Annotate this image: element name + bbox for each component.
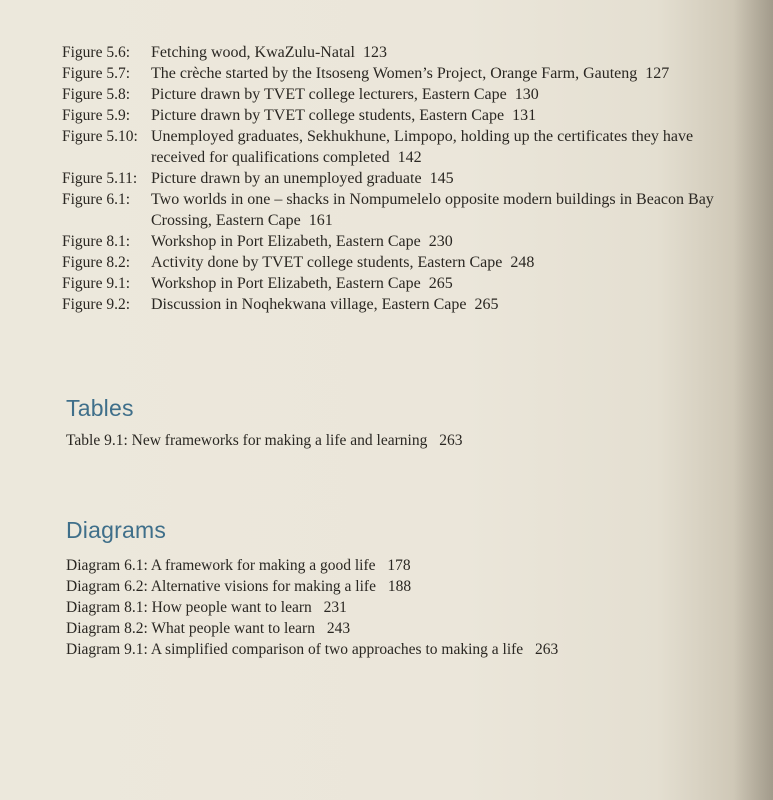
figure-label: Figure 9.2: — [62, 296, 131, 313]
figure-page: 130 — [514, 86, 539, 103]
diagrams-list — [66, 555, 726, 660]
diagram-page: 188 — [387, 578, 412, 595]
figure-label: Figure 5.8: — [62, 86, 131, 103]
diagram-page: 263 — [535, 641, 559, 658]
figure-entry — [62, 168, 742, 189]
figure-page: 248 — [510, 254, 535, 271]
figure-page: 265 — [474, 296, 499, 313]
figure-title: Fetching wood, KwaZulu-Natal — [151, 44, 355, 61]
figure-page: 131 — [512, 107, 537, 124]
diagram-title: Alternative visions for making a life — [150, 578, 376, 595]
figure-entry — [62, 126, 742, 168]
figure-title: Two worlds in one – shacks in Nompumelelo opposite modern buildings in Beacon Bay Crossing, Eastern Cape — [151, 191, 714, 229]
diagrams-heading: Diagrams — [66, 517, 167, 543]
figure-title: Unemployed graduates, Sekhukhune, Limpopo, holding up the certificates they have received for qualifications completed — [151, 128, 694, 166]
figure-page: 265 — [428, 275, 453, 292]
diagram-page: 178 — [387, 557, 411, 574]
figure-page: 123 — [362, 44, 387, 61]
figure-label: Figure 5.6: — [62, 44, 131, 61]
table-page: 263 — [439, 432, 463, 449]
tables-list — [66, 430, 726, 451]
diagram-label: Diagram 8.1: — [66, 599, 148, 616]
figure-page: 145 — [429, 170, 454, 187]
diagram-label: Diagram 6.2: — [66, 578, 148, 595]
tables-heading: Tables — [66, 395, 134, 421]
diagram-label: Diagram 9.1: — [66, 641, 148, 658]
figure-entry — [62, 252, 742, 273]
figure-title: Picture drawn by TVET college students, Eastern Cape — [151, 107, 505, 124]
figure-label: Figure 5.10: — [62, 128, 138, 145]
diagram-entry — [66, 576, 726, 597]
diagram-entry — [66, 555, 726, 576]
figure-entry — [62, 105, 742, 126]
figure-label: Figure 6.1: — [62, 191, 131, 208]
figure-label: Figure 9.1: — [62, 275, 131, 292]
diagram-title: What people want to learn — [151, 620, 315, 637]
figure-entry — [62, 189, 742, 231]
figure-page: 161 — [308, 212, 333, 229]
figure-label: Figure 5.9: — [62, 107, 131, 124]
figure-entry — [62, 84, 742, 105]
diagram-entry — [66, 597, 726, 618]
figure-title: Workshop in Port Elizabeth, Eastern Cape — [151, 233, 421, 250]
figure-title: Picture drawn by TVET college lecturers, Eastern Cape — [151, 86, 507, 103]
figure-label: Figure 5.11: — [62, 170, 138, 187]
figure-page: 142 — [397, 149, 422, 166]
diagram-page: 243 — [326, 620, 351, 637]
figure-label: Figure 5.7: — [62, 65, 131, 82]
diagram-label: Diagram 8.2: — [66, 620, 148, 637]
figure-title: Activity done by TVET college students, Eastern Cape — [151, 254, 503, 271]
table-label: Table 9.1: — [66, 432, 128, 449]
figure-title: Workshop in Port Elizabeth, Eastern Cape — [151, 275, 421, 292]
diagram-title: A framework for making a good life — [150, 557, 376, 574]
figure-entry — [62, 294, 742, 315]
figure-page: 230 — [428, 233, 453, 250]
figure-entry — [62, 42, 742, 63]
table-title: New frameworks for making a life and learning — [131, 432, 428, 449]
figure-list — [62, 42, 742, 315]
figure-page: 127 — [645, 65, 670, 82]
figure-title: The crèche started by the Itsoseng Women’s Project, Orange Farm, Gauteng — [151, 65, 638, 82]
diagram-label: Diagram 6.1: — [66, 557, 148, 574]
figure-label: Figure 8.2: — [62, 254, 131, 271]
figure-entry — [62, 231, 742, 252]
diagram-title: A simplified comparison of two approaches to making a life — [150, 641, 524, 658]
figure-entry — [62, 63, 742, 84]
figure-title: Discussion in Noqhekwana village, Eastern Cape — [151, 296, 467, 313]
figure-label: Figure 8.1: — [62, 233, 131, 250]
diagram-page: 231 — [323, 599, 347, 616]
diagram-entry — [66, 618, 726, 639]
diagram-title: How people want to learn — [151, 599, 312, 616]
figure-title: Picture drawn by an unemployed graduate — [151, 170, 422, 187]
diagram-entry — [66, 639, 726, 660]
figure-entry — [62, 273, 742, 294]
table-entry — [66, 430, 726, 451]
